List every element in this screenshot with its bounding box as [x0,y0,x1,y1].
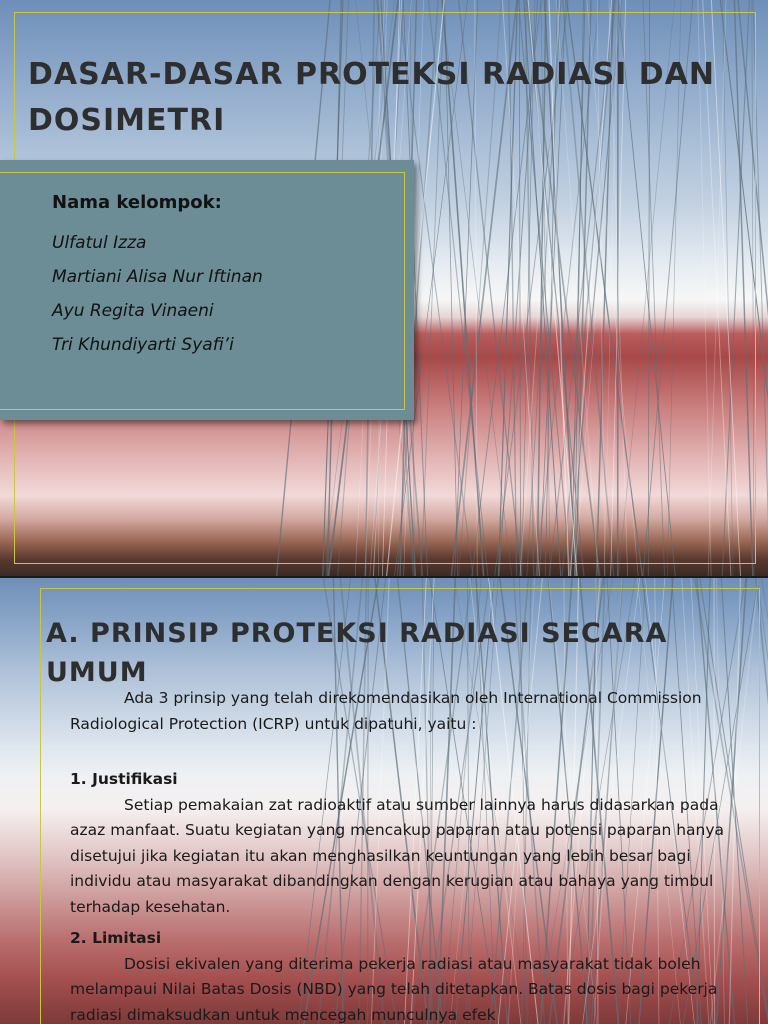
members-label: Nama kelompok: [52,192,222,213]
members-list [52,226,263,362]
slide-principles [0,578,768,1024]
member-name: Tri Khundiyarti Syafi’i [52,335,234,355]
section-title: A. PRINSIP PROTEKSI RADIASI SECARA UMUM [46,618,668,688]
thread-line [760,578,768,1024]
section-body [70,686,740,1024]
principle-heading: 2. Limitasi [70,929,162,947]
thread-line [734,0,753,576]
principle-heading: 1. Justifikasi [70,770,178,788]
thread-line [752,0,754,576]
member-name: Ulfatul Izza [52,233,147,253]
principle-text: Dosisi ekivalen yang diterima pekerja radiasi atau masyarakat tidak boleh melampaui Nilai Batas Dosis (NBD) yang telah ditetapkan. Batas dosis bagi pekerja radiasi dimaksudkan untuk mencegah munculnya efek [70,954,718,1024]
principle-text: Setiap pemakaian zat radioaktif atau sumber lainnya harus didasarkan pada azaz manfaat. Suatu kegiatan yang mencakup paparan atau potensi paparan hanya disetujui jika kegiatan itu akan menghasilkan keuntungan yang lebih besar bagi individu atau masyarakat dibandingkan dengan kerugian atau bahaya yang timbul terhadap kesehatan. [70,795,725,916]
member-name: Ayu Regita Vinaeni [52,301,214,321]
intro-paragraph: Ada 3 prinsip yang telah direkomendasikan oleh International Commission Radiological Protection (ICRP) untuk dipatuhi, yaitu : [70,689,702,733]
presentation-title: DASAR-DASAR PROTEKSI RADIASI DAN DOSIMETRI [28,57,716,138]
group-members-box [0,160,414,420]
thread-line [737,0,768,576]
member-name: Martiani Alisa Nur Iftinan [52,267,263,287]
